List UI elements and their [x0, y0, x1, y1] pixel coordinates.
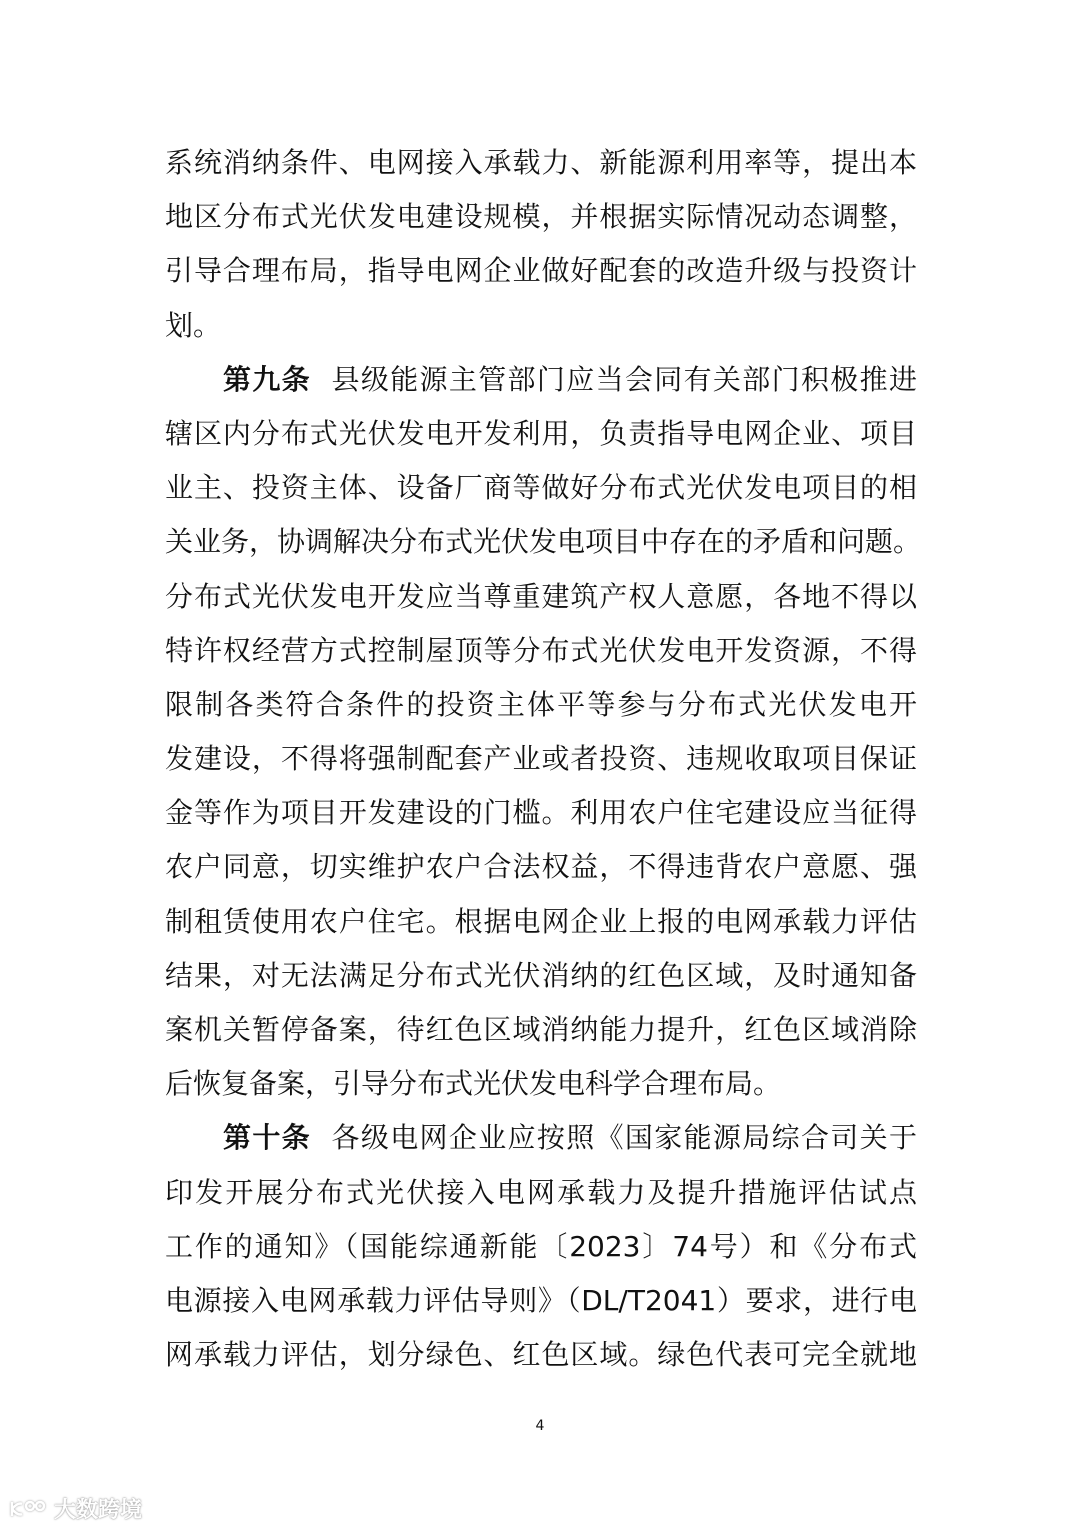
- document-body: [165, 136, 922, 1382]
- text-line: 业主、投资主体、设备厂商等做好分布式光伏发电项目的相: [165, 471, 917, 505]
- watermark: [8, 1493, 142, 1524]
- article-9-first-line: [165, 353, 917, 407]
- text-line: 引导合理布局，指导电网企业做好配套的改造升级与投资计: [165, 254, 917, 288]
- text-line: 系统消纳条件、电网接入承载力、新能源利用率等，提出本: [165, 146, 917, 179]
- text-line: 电源接入电网承载力评估导则》（DL/T2041）要求，进行电: [165, 1283, 917, 1317]
- text-line: 关业务，协调解决分布式光伏发电项目中存在的矛盾和问题。: [165, 525, 922, 559]
- text-line: 印发开展分布式光伏接入电网承载力及提升措施评估试点: [165, 1175, 917, 1209]
- text-line: 辖区内分布式光伏发电开发利用，负责指导电网企业、项目: [165, 416, 917, 450]
- text-line: 结果，对无法满足分布式光伏消纳的红色区域，及时通知备: [165, 958, 917, 992]
- text-line: 后恢复备案，引导分布式光伏发电科学合理布局。: [165, 1067, 782, 1101]
- text-line: 地区分布式光伏发电建设规模，并根据实际情况动态调整，: [165, 200, 917, 234]
- text-line: 网承载力评估，划分绿色、红色区域。绿色代表可完全就地: [165, 1338, 917, 1372]
- article-9-label: 第九条: [223, 362, 312, 396]
- watermark-text: 大数跨境: [54, 1498, 143, 1523]
- text-line: 各级电网企业应按照《国家能源局综合司关于: [331, 1121, 917, 1155]
- text-line: 案机关暂停备案，待红色区域消纳能力提升，红色区域消除: [165, 1013, 917, 1046]
- article-10-first-line: [165, 1111, 917, 1165]
- text-line: 分布式光伏发电开发应当尊重建筑产权人意愿，各地不得以: [165, 579, 917, 613]
- text-line: 划。: [165, 308, 222, 342]
- watermark-logo-icon: [8, 1498, 48, 1520]
- article-10-label: 第十条: [223, 1121, 312, 1155]
- text-line: 金等作为项目开发建设的门槛。利用农户住宅建设应当征得: [165, 796, 917, 830]
- text-line: 工作的通知》（国能综通新能〔2023〕74号）和《分布式: [165, 1229, 917, 1263]
- text-line: 限制各类符合条件的投资主体平等参与分布式光伏发电开: [165, 687, 917, 721]
- text-line: 制租赁使用农户住宅。根据电网企业上报的电网承载力评估: [165, 904, 917, 938]
- text-line: 农户同意，切实维护农户合法权益，不得违背农户意愿、强: [165, 850, 917, 884]
- page-number: 4: [535, 1418, 545, 1434]
- text-line: 县级能源主管部门应当会同有关部门积极推进: [331, 362, 917, 396]
- text-line: 特许权经营方式控制屋顶等分布式光伏发电开发资源，不得: [165, 633, 917, 667]
- text-line: 发建设，不得将强制配套产业或者投资、违规收取项目保证: [165, 742, 917, 776]
